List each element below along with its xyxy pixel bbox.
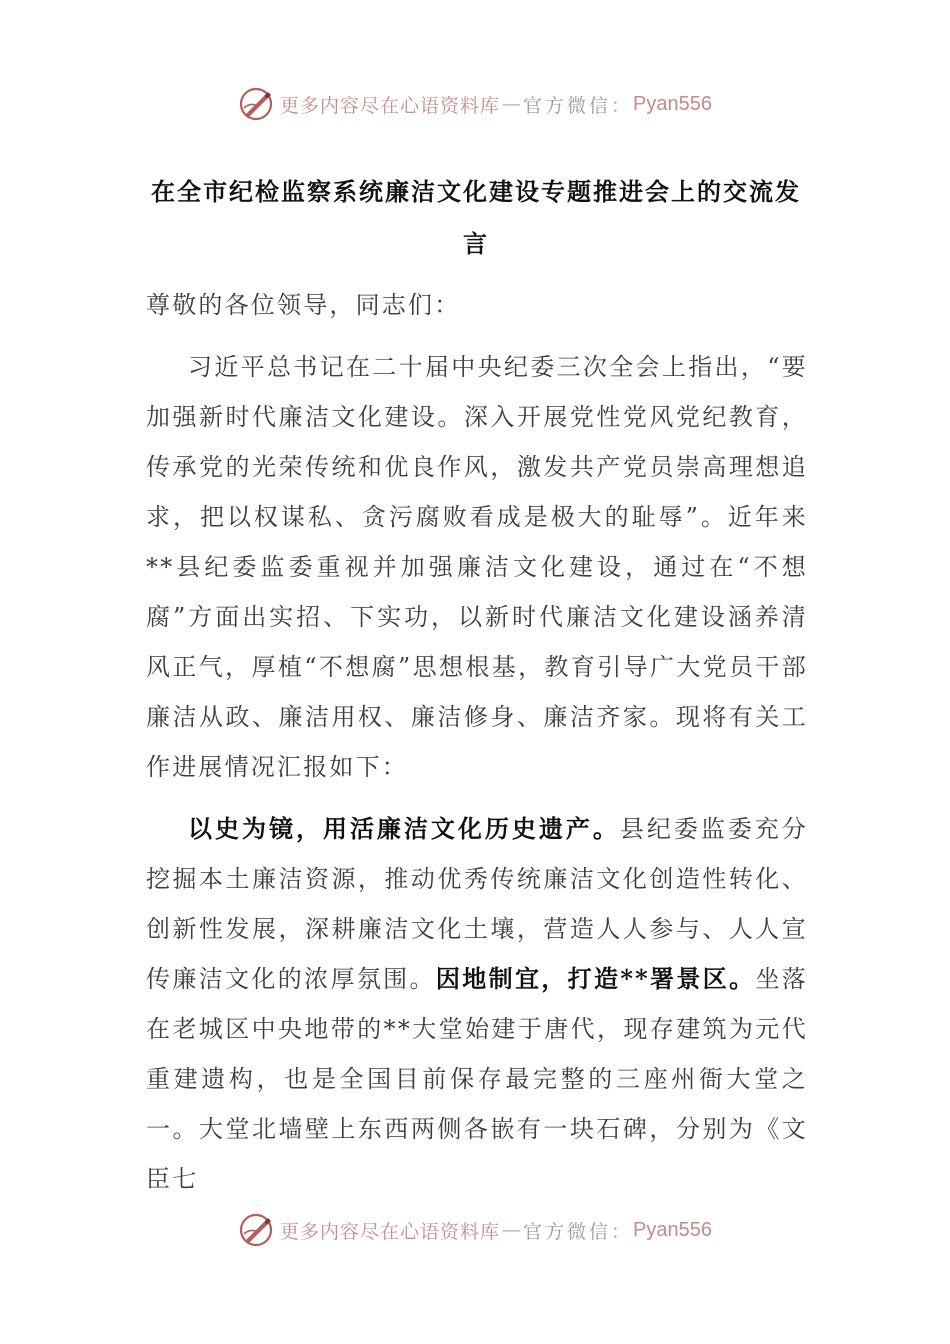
- paragraph-history-text: 县纪委监委充分挖掘本土廉洁资源，推动优秀传统廉洁文化创造性转化、创新性发展，深耕廉洁文化土壤，营造人人参与、人人宣传廉洁文化的浓厚氛围。: [146, 815, 809, 993]
- paragraph-history: [146, 804, 808, 1204]
- banner-wechat-id: Pyan556: [633, 92, 712, 115]
- banner-wechat-id: Pyan556: [633, 1218, 712, 1241]
- section-heading-history: 以史为镜，用活廉洁文化历史遗产。: [188, 814, 620, 843]
- footer-watermark-banner: [0, 1210, 950, 1250]
- document-body: [146, 280, 808, 1204]
- section-heading-site: 因地制宜，打造**署景区。: [435, 964, 756, 993]
- pen-logo-icon: [238, 86, 274, 122]
- header-watermark-banner: [0, 84, 950, 124]
- banner-separator: —: [502, 1219, 522, 1241]
- pen-logo-icon: [238, 1212, 274, 1248]
- banner-wechat-label: 官方微信：: [523, 94, 634, 117]
- paragraph-intro: 习近平总书记在二十届中央纪委三次全会上指出，“要加强新时代廉洁文化建设。深入开展党性党风党纪教育，传承党的光荣传统和优良作风，激发共产党员崇高理想追求，把以权谋私、贪污腐败看成是极大的耻辱”。近年来**县纪委监委重视并加强廉洁文化建设，通过在“不想腐”方面出实招、下实功，以新时代廉洁文化建设涵养清风正气，厚植“不想腐”思想根基，教育引导广大党员干部廉洁从政、廉洁用权、廉洁修身、廉洁齐家。现将有关工作进展情况汇报如下：: [146, 353, 808, 781]
- banner-text: 更多内容尽在心语资料库: [280, 1220, 501, 1243]
- banner-wechat-label: 官方微信：: [523, 1220, 634, 1243]
- banner-text: 更多内容尽在心语资料库: [280, 94, 501, 117]
- document-title: 在全市纪检监察系统廉洁文化建设专题推进会上的交流发言: [151, 177, 801, 258]
- banner-separator: —: [502, 93, 522, 115]
- greeting: 尊敬的各位领导，同志们：: [146, 291, 461, 319]
- paragraph-site-text: 坐落在老城区中央地带的**大堂始建于唐代，现存建筑为元代重建遗构，也是全国目前保存最完整的三座州衙大堂之一。大堂北墙壁上东西两侧各嵌有一块石碑，分别为《文臣七: [146, 965, 808, 1193]
